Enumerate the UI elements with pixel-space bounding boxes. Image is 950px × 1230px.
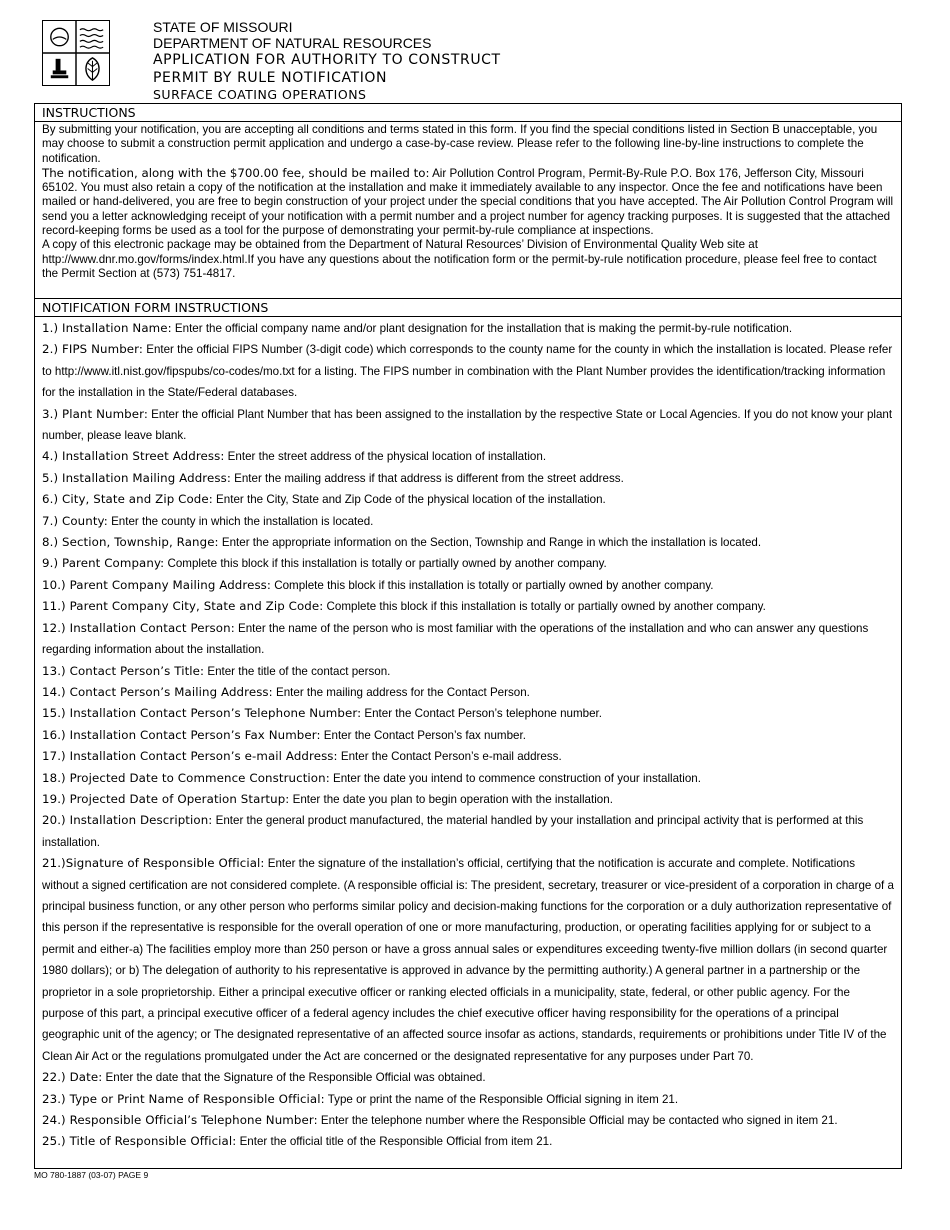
- instruction-item: [42, 404, 894, 447]
- instruction-item-text: Enter the official Plant Number that has been assigned to the installation by the respective State or Local Agencies. If you do not know your plant number, please leave blank.: [42, 407, 893, 443]
- instruction-item-text: Enter the date that the Signature of the Responsible Official was obtained.: [102, 1071, 486, 1085]
- instruction-item-text: Enter the date you plan to begin operation with the installation.: [289, 792, 613, 806]
- dnr-seal-icon: [43, 21, 109, 85]
- instruction-item-text: Enter the Contact Person’s e-mail address.: [337, 750, 562, 764]
- instruction-item-label: 6.) City, State and Zip Code:: [42, 492, 213, 507]
- instruction-item-text: Enter the official FIPS Number (3-digit code) which corresponds to the county name for the county in which the installation is located. Please refer to http://www.itl.nist.gov/fipspubs/co-codes/mo.txt for a listing. The FIPS number in combination with the Plant Number provides the identification/tracking information for the installation in the State/Federal databases.: [42, 343, 893, 400]
- instruction-item: [42, 511, 894, 532]
- instruction-item: [42, 661, 894, 682]
- state-name: STATE OF MISSOURI: [153, 19, 293, 35]
- instruction-item-label: 7.) County:: [42, 513, 108, 528]
- instruction-item: [42, 446, 894, 467]
- instructions-heading: INSTRUCTIONS: [35, 104, 901, 122]
- instruction-item-label: 15.) Installation Contact Person’s Telephone Number:: [42, 706, 362, 721]
- instruction-item-label: 22.) Date:: [42, 1070, 103, 1085]
- instruction-item: [42, 682, 894, 703]
- instruction-item-label: 13.) Contact Person’s Title:: [42, 663, 205, 678]
- instruction-item: [42, 318, 894, 339]
- notification-items: [35, 317, 901, 1153]
- instruction-item-text: Enter the street address of the physical location of installation.: [224, 450, 547, 464]
- instruction-item-text: Enter the Contact Person’s fax number.: [320, 728, 526, 742]
- form-footer: MO 780-1887 (03-07) PAGE 9: [34, 1170, 149, 1180]
- instruction-item: [42, 596, 894, 617]
- instruction-item-text: Enter the mailing address for the Contact Person.: [272, 685, 530, 699]
- instruction-item: [42, 1131, 894, 1152]
- instructions-paragraph-2: [42, 166, 894, 238]
- instruction-item-text: Enter the date you intend to commence construction of your installation.: [329, 771, 701, 785]
- department-name: DEPARTMENT OF NATURAL RESOURCES: [153, 35, 432, 51]
- instruction-item-label: 3.) Plant Number:: [42, 406, 148, 421]
- instruction-item: [42, 810, 894, 853]
- form-title: APPLICATION FOR AUTHORITY TO CONSTRUCT: [153, 52, 501, 68]
- instruction-item-label: 25.) Title of Responsible Official:: [42, 1134, 237, 1149]
- instructions-frame: [34, 103, 902, 1169]
- mailing-lead: The notification, along with the $700.00 fee, should be mailed to:: [42, 165, 430, 180]
- instruction-item-label: 14.) Contact Person’s Mailing Address:: [42, 684, 273, 699]
- instruction-item-label: 11.) Parent Company City, State and Zip Code:: [42, 599, 324, 614]
- instruction-item-text: Complete this block if this installation is totally or partially owned by another company.: [271, 578, 714, 592]
- instruction-item: [42, 532, 894, 553]
- instruction-item: [42, 575, 894, 596]
- instruction-item-label: 12.) Installation Contact Person:: [42, 620, 235, 635]
- mailing-details: Air Pollution Control Program, Permit-By-Rule P.O. Box 176, Jefferson City, Missouri 65102. You must also retain a copy of the notification at the installation and make it immediately available to any inspector. Once the fee and notifications have been mailed or hand-delivered, you are free to begin construction of your project under the special conditions that you have accepted. The Air Pollution Control Program will send you a letter acknowledging receipt of your notification with a permit number and a project number for agency tracking purposes. It is suggested that the attached record-keeping forms be used as a tool for the purpose of demonstrating your permit-by-rule compliance at inspections.: [42, 166, 894, 238]
- instruction-item: [42, 489, 894, 510]
- instruction-item: [42, 339, 894, 403]
- instruction-item-label: 2.) FIPS Number:: [42, 342, 143, 357]
- instruction-item: [42, 553, 894, 574]
- instruction-item-text: Type or print the name of the Responsible Official signing in item 21.: [324, 1092, 679, 1106]
- instruction-item-text: Enter the title of the contact person.: [204, 664, 391, 678]
- instruction-item-label: 18.) Projected Date to Commence Construction:: [42, 770, 330, 785]
- instruction-item-text: Enter the county in which the installation is located.: [107, 514, 374, 528]
- instruction-item: [42, 1089, 894, 1110]
- form-category: SURFACE COATING OPERATIONS: [153, 87, 367, 102]
- instruction-item: [42, 703, 894, 724]
- instruction-item-label: 10.) Parent Company Mailing Address:: [42, 577, 272, 592]
- instructions-paragraph-3: A copy of this electronic package may be obtained from the Department of Natural Resources’ Division of Environmental Quality Web site at http://www.dnr.mo.gov/forms/index.html.If you have any questions about the notification form or the permit-by-rule notification procedure, please feel free to contact the Permit Section at (573) 751-4817.: [42, 238, 877, 280]
- instruction-item-label: 24.) Responsible Official’s Telephone Number:: [42, 1113, 318, 1128]
- instruction-item: [42, 1067, 894, 1088]
- instruction-item-label: 16.) Installation Contact Person’s Fax Number:: [42, 727, 321, 742]
- instruction-item: [42, 746, 894, 767]
- instructions-paragraph-1: By submitting your notification, you are accepting all conditions and terms stated in this form. If you find the special conditions listed in Section B unacceptable, you may choose to submit a construction permit application and undergo a case-by-case review. Please refer to the following line-by-line instructions to complete the notification.: [42, 123, 878, 165]
- instruction-item-label: 23.) Type or Print Name of Responsible Official:: [42, 1091, 325, 1106]
- instruction-item-text: Enter the name of the person who is most familiar with the operations of the installation and who can answer any questions regarding information about the installation.: [42, 621, 869, 657]
- instruction-item-text: Enter the telephone number where the Responsible Official may be contacted who signed in item 21.: [317, 1114, 838, 1128]
- instruction-item: [42, 1110, 894, 1131]
- instruction-item-label: 4.) Installation Street Address:: [42, 449, 225, 464]
- notification-heading: NOTIFICATION FORM INSTRUCTIONS: [35, 298, 901, 317]
- instruction-item-text: Enter the mailing address if that address is different from the street address.: [230, 471, 624, 485]
- form-subtitle: PERMIT BY RULE NOTIFICATION: [153, 70, 388, 86]
- instruction-item-label: 5.) Installation Mailing Address:: [42, 470, 231, 485]
- instruction-item-label: 9.) Parent Company:: [42, 556, 165, 571]
- instruction-item: [42, 618, 894, 661]
- instruction-item-text: Enter the Contact Person’s telephone number.: [361, 707, 602, 721]
- instruction-item-text: Complete this block if this installation is totally or partially owned by another company.: [323, 600, 766, 614]
- instruction-item-text: Enter the general product manufactured, the material handled by your installation and principal activity that is performed at this installation.: [42, 814, 864, 849]
- instruction-item: [42, 789, 894, 810]
- instruction-item-text: Enter the signature of the installation’s official, certifying that the notification is accurate and complete. Notifications without a signed certification are not considered complete. (A responsible official is: The president, secretary, treasurer or vice-president of a corporation in charge of a principal business function, or any other person who performs similar policy and decision-making functions for the corporation or a duly authorization representative of this person if the representative is responsible for the overall operation of one or more manufacturing, production, or operating facilities applying for or subject to a permit and either-a) The facilities employ more than 250 person or have a gross annual sales or expenditures exceeding twenty-five million dollars (in second quarter 1980 dollars); or b) The delegation of authority to his representative is approved in advance by the permitting authority.) A general partner in a partnership or the proprietor in a sole proprietorship. Either a principal executive officer or ranking elected officials in a municipality, state, federal, or other public agency. For the purpose of this part, a principal executive officer of a federal agency includes the chief executive officer having responsibility for the operations of a principal geographic unit of the agency; or The designated representative of an affected source insofar as actions, standards, requirements or prohibitions under Title IV of the Clean Air Act or the regulations promulgated under the Act are concerned or the designated representative for any purposes under Part 70.: [42, 857, 894, 1063]
- instruction-item: [42, 468, 894, 489]
- instruction-item-text: Complete this block if this installation is totally or partially owned by another company.: [164, 557, 607, 571]
- instruction-item: [42, 725, 894, 746]
- instruction-item-label: 17.) Installation Contact Person’s e-mail Address:: [42, 749, 338, 764]
- instruction-item: [42, 768, 894, 789]
- instructions-body: [35, 122, 901, 298]
- instruction-item-label: 21.)Signature of Responsible Official:: [42, 856, 265, 871]
- instruction-item-text: Enter the official title of the Responsible Official from item 21.: [236, 1135, 553, 1149]
- instruction-item-label: 1.) Installation Name:: [42, 321, 172, 335]
- instruction-item-label: 8.) Section, Township, Range:: [42, 535, 219, 550]
- instruction-item-label: 19.) Projected Date of Operation Startup:: [42, 791, 290, 806]
- instruction-item-text: Enter the City, State and Zip Code of the physical location of the installation.: [212, 493, 606, 507]
- instruction-item: [42, 853, 894, 1067]
- instruction-item-label: 20.) Installation Description:: [42, 813, 213, 828]
- instruction-item-text: Enter the appropriate information on the Section, Township and Range in which the installation is located.: [218, 536, 762, 550]
- dnr-logo: [42, 20, 110, 86]
- instruction-item-text: Enter the official company name and/or plant designation for the installation that is making the permit-by-rule notification.: [171, 322, 793, 335]
- form-header: [153, 19, 501, 103]
